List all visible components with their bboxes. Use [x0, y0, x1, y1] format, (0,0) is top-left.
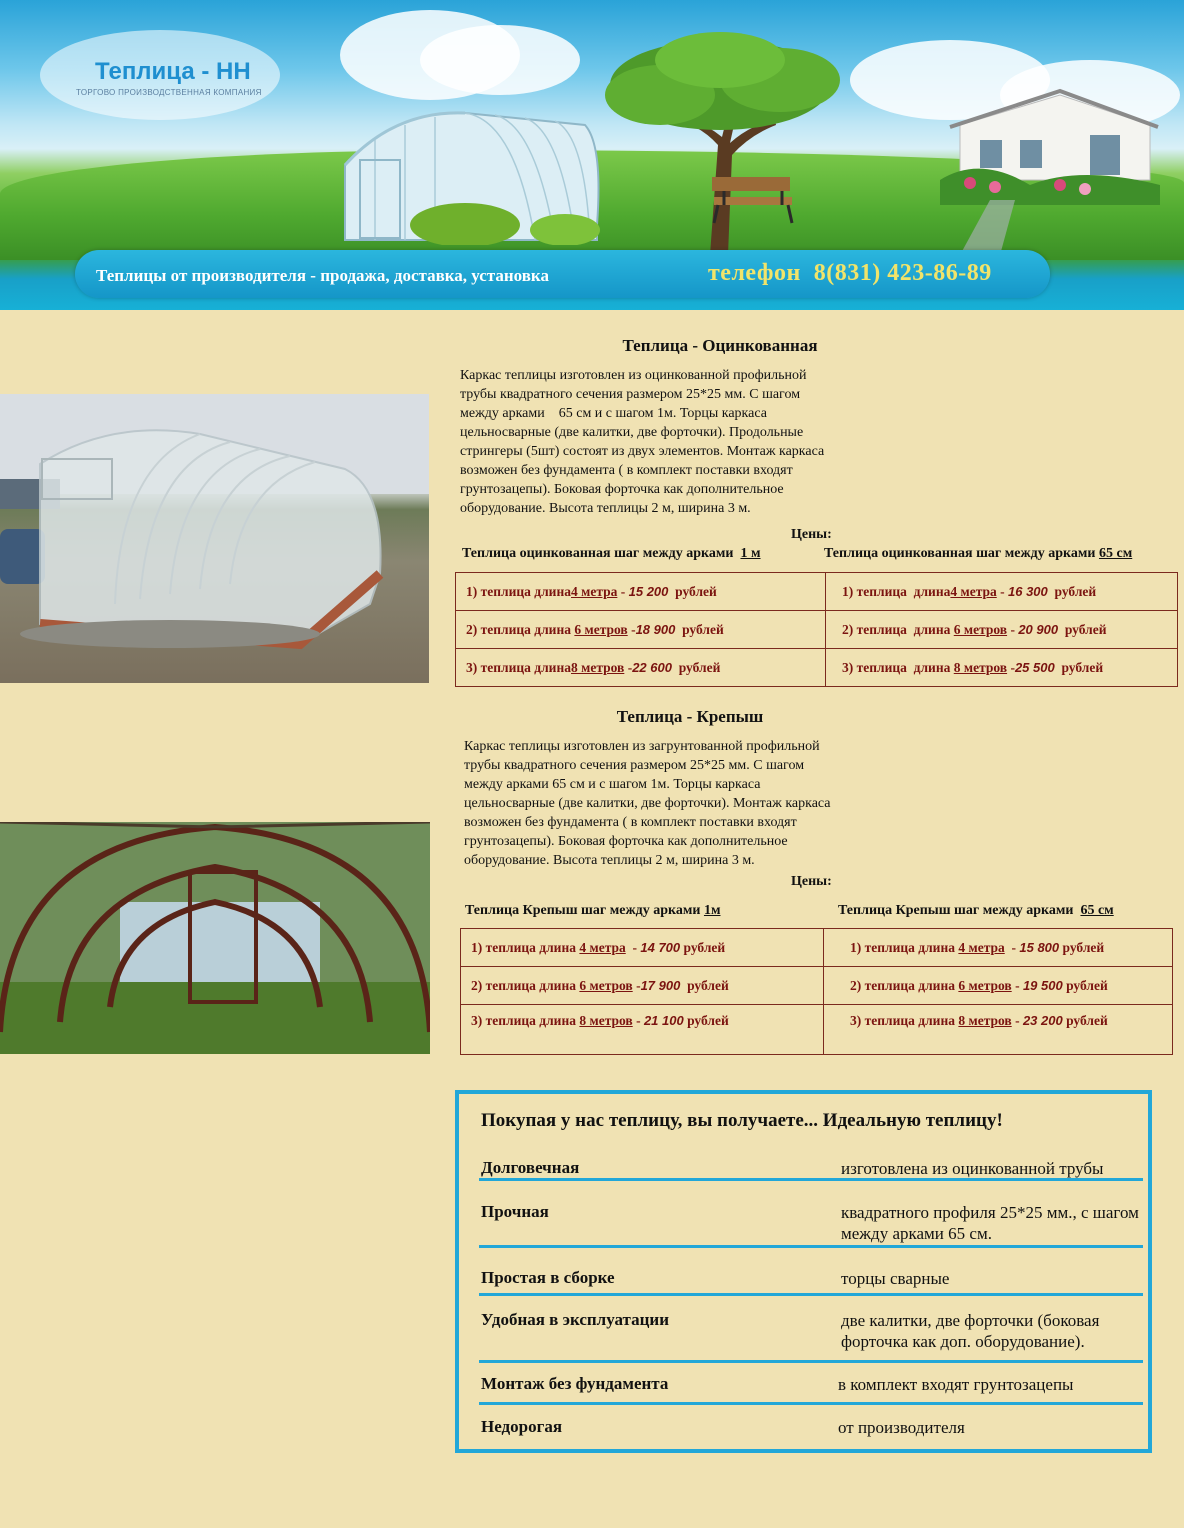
price-row: [456, 573, 1178, 611]
col-header-step: 65 см: [1080, 903, 1114, 918]
section2-prices-label: Цены:: [791, 874, 832, 889]
description-line: между арками 65 см и с шагом 1м. Торцы каркаса: [460, 406, 767, 421]
col-header-text: Теплица Крепыш шаг между арками: [838, 903, 1074, 918]
price-cell: [824, 1005, 1173, 1055]
price-value: 15 800: [1019, 939, 1060, 955]
price-sep: -: [1011, 977, 1023, 993]
price-prefix: 2) теплица длина: [842, 621, 951, 637]
price-sep: -: [1011, 1013, 1023, 1028]
header-tagline: Теплицы от производителя - продажа, доставка, установка: [96, 266, 549, 285]
col-header-text: Теплица оцинкованная шаг между арками: [462, 546, 734, 561]
price-sep: -: [632, 977, 641, 993]
advantage-key: Долговечная: [481, 1158, 580, 1177]
section2-price-table: [460, 928, 1173, 1055]
section1-col1-header: [462, 546, 761, 562]
advantage-value: в комплект входят грунтозацепы: [838, 1375, 1074, 1394]
price-cell: [826, 649, 1178, 687]
price-unit: рублей: [1066, 977, 1108, 993]
price-cell: [826, 611, 1178, 649]
divider-line: [479, 1360, 1143, 1363]
price-unit: рублей: [687, 977, 729, 993]
price-sep: -: [624, 659, 633, 675]
price-length: 6 метров: [579, 977, 633, 993]
price-unit: рублей: [678, 659, 721, 675]
price-length: 8 метров: [953, 659, 1008, 675]
price-length: 6 метров: [574, 621, 628, 637]
advantages-title: Покупая у нас теплицу, вы получаете... Идеальную теплицу!: [481, 1110, 1003, 1131]
price-value: 21 100: [643, 1013, 684, 1028]
description-line: между арками 65 см и с шагом 1м. Торцы каркаса: [464, 777, 761, 792]
price-value: 22 600: [632, 659, 672, 675]
section1-prices-label: Цены:: [791, 527, 832, 542]
logo-subtitle: ТОРГОВО ПРОИЗВОДСТВЕННАЯ КОМПАНИЯ: [76, 88, 262, 97]
advantage-key: Удобная в эксплуатации: [481, 1310, 669, 1329]
greenhouse-photo-drawing: [0, 394, 429, 683]
price-value: 17 900: [640, 977, 681, 993]
price-cell: [461, 967, 824, 1005]
price-unit: рублей: [687, 1013, 729, 1028]
price-value: 14 700: [640, 939, 681, 955]
col-header-text: Теплица Крепыш шаг между арками: [465, 903, 701, 918]
advantage-value: две калитки, две форточки (боковая форточка как доп. оборудование).: [841, 1311, 1100, 1351]
price-row: [461, 929, 1173, 967]
galvanized-greenhouse-photo: [0, 394, 429, 683]
price-value: 15 200: [628, 583, 669, 599]
section1-description: [460, 366, 890, 518]
price-prefix: 3) теплица длина: [842, 659, 951, 675]
price-sep: -: [625, 939, 641, 955]
price-sep: -: [1007, 659, 1015, 675]
price-unit: рублей: [1062, 939, 1105, 955]
price-value: 23 200: [1022, 1013, 1063, 1028]
section1-price-table: [455, 572, 1178, 687]
section2-description: [464, 737, 894, 870]
price-unit: рублей: [1054, 583, 1097, 599]
price-length: 4 метра: [950, 583, 997, 599]
price-length: 8 метров: [579, 1013, 633, 1028]
divider-line: [479, 1402, 1143, 1405]
description-line: цельносварные (две калитки, две форточки). Продольные: [460, 425, 804, 440]
price-value: 19 500: [1022, 977, 1063, 993]
col-header-text: Теплица оцинкованная шаг между арками: [824, 546, 1096, 561]
greenhouse-illustration: [335, 105, 605, 245]
price-prefix: 1) теплица длина: [850, 939, 955, 955]
description-line: оборудование. Высота теплицы 2 м, ширина 3 м.: [464, 853, 755, 868]
price-length: 4 метра: [579, 939, 626, 955]
advantage-value: квадратного профиля 25*25 мм., с шагом между арками 65 см.: [841, 1203, 1139, 1243]
price-length: 4 метра: [958, 939, 1005, 955]
advantage-value: от производителя: [838, 1418, 965, 1437]
price-unit: рублей: [1064, 621, 1107, 637]
price-prefix: 2) теплица длина: [471, 977, 576, 993]
price-cell: [456, 649, 826, 687]
section2-col1-header: [465, 903, 721, 919]
description-line: Каркас теплицы изготовлен из загрунтованной профильной: [464, 739, 820, 754]
price-cell: [456, 611, 826, 649]
price-value: 25 500: [1014, 659, 1055, 675]
price-length: 8 метров: [958, 1013, 1012, 1028]
price-cell: [826, 573, 1178, 611]
price-row: [456, 649, 1178, 687]
advantage-key: Простая в сборке: [481, 1268, 615, 1287]
price-unit: рублей: [1061, 659, 1104, 675]
price-cell: [824, 929, 1173, 967]
price-value: 20 900: [1018, 621, 1059, 637]
description-line: стрингеры (5шт) состоят из двух элементов. Монтаж каркаса: [460, 444, 825, 459]
phone-number[interactable]: 8(831) 423-86-89: [813, 260, 992, 286]
description-line: трубы квадратного сечения размером 25*25 мм. С шагом: [464, 758, 805, 773]
cloud-shape: [420, 25, 580, 95]
price-sep: -: [1004, 939, 1020, 955]
advantage-value: изготовлена из оцинкованной трубы: [841, 1159, 1104, 1178]
greenhouse-interior-drawing: [0, 822, 430, 1054]
price-cell: [824, 967, 1173, 1005]
price-cell: [461, 1005, 824, 1055]
price-sep: -: [617, 583, 629, 599]
description-line: грунтозацепы). Боковая форточка как дополнительное: [464, 834, 788, 849]
logo-title[interactable]: Теплица - НН: [95, 58, 251, 85]
price-sep: -: [627, 621, 636, 637]
price-cell: [461, 929, 824, 967]
advantage-key: Прочная: [481, 1202, 549, 1221]
col-header-step: 1м: [703, 903, 721, 918]
price-length: 8 метров: [571, 659, 625, 675]
price-value: 16 300: [1008, 583, 1048, 599]
price-unit: рублей: [683, 939, 726, 955]
price-prefix: 3) теплица длина: [471, 1013, 576, 1028]
section1-title: Теплица - Оцинкованная: [622, 336, 818, 355]
price-sep: -: [996, 583, 1008, 599]
price-unit: рублей: [682, 621, 724, 637]
price-prefix: 1) теплица длина: [466, 583, 571, 599]
price-prefix: 3) теплица длина: [850, 1013, 955, 1028]
advantage-key: Монтаж без фундамента: [481, 1374, 669, 1393]
header-banner: [0, 0, 1184, 310]
price-unit: рублей: [675, 583, 717, 599]
section1-col2-header: [824, 546, 1132, 562]
price-row: [461, 1005, 1173, 1055]
advantages-box: [455, 1090, 1152, 1453]
house-illustration: [940, 85, 1160, 255]
price-sep: -: [632, 1013, 644, 1028]
price-length: 4 метра: [571, 583, 618, 599]
bench-illustration: [710, 175, 795, 225]
header-phone[interactable]: [708, 260, 992, 287]
description-line: трубы квадратного сечения размером 25*25 мм. С шагом: [460, 387, 801, 402]
price-prefix: 2) теплица длина: [466, 621, 571, 637]
price-cell: [456, 573, 826, 611]
price-prefix: 1) теплица длина: [471, 939, 576, 955]
price-unit: рублей: [1066, 1013, 1108, 1028]
price-row: [461, 967, 1173, 1005]
price-length: 6 метров: [958, 977, 1012, 993]
description-line: Каркас теплицы изготовлен из оцинкованной профильной: [460, 368, 807, 383]
price-sep: -: [1007, 621, 1019, 637]
section2-col2-header: [838, 903, 1114, 919]
section2-title: Теплица - Крепыш: [616, 707, 764, 726]
price-prefix: 2) теплица длина: [850, 977, 955, 993]
description-line: грунтозацепы). Боковая форточка как дополнительное: [460, 482, 784, 497]
price-prefix: 1) теплица длина: [842, 583, 951, 599]
price-length: 6 метров: [953, 621, 1008, 637]
col-header-step: 65 см: [1098, 546, 1133, 561]
advantage-value: торцы сварные: [841, 1269, 950, 1288]
krepysh-greenhouse-photo: [0, 822, 430, 1054]
price-prefix: 3) теплица длина: [466, 659, 571, 675]
description-line: цельносварные (две калитки, две форточки). Монтаж каркаса: [464, 796, 831, 811]
price-value: 18 900: [635, 621, 676, 637]
phone-label: телефон: [708, 260, 801, 286]
description-line: оборудование. Высота теплицы 2 м, ширина 3 м.: [460, 501, 751, 516]
description-line: возможен без фундамента ( в комплект поставки входят: [464, 815, 797, 830]
divider-line: [479, 1245, 1143, 1248]
divider-line: [479, 1178, 1143, 1181]
divider-line: [479, 1293, 1143, 1296]
description-line: возможен без фундамента ( в комплект поставки входят: [460, 463, 793, 478]
advantage-key: Недорогая: [481, 1417, 563, 1436]
price-row: [456, 611, 1178, 649]
col-header-step: 1 м: [740, 546, 761, 561]
